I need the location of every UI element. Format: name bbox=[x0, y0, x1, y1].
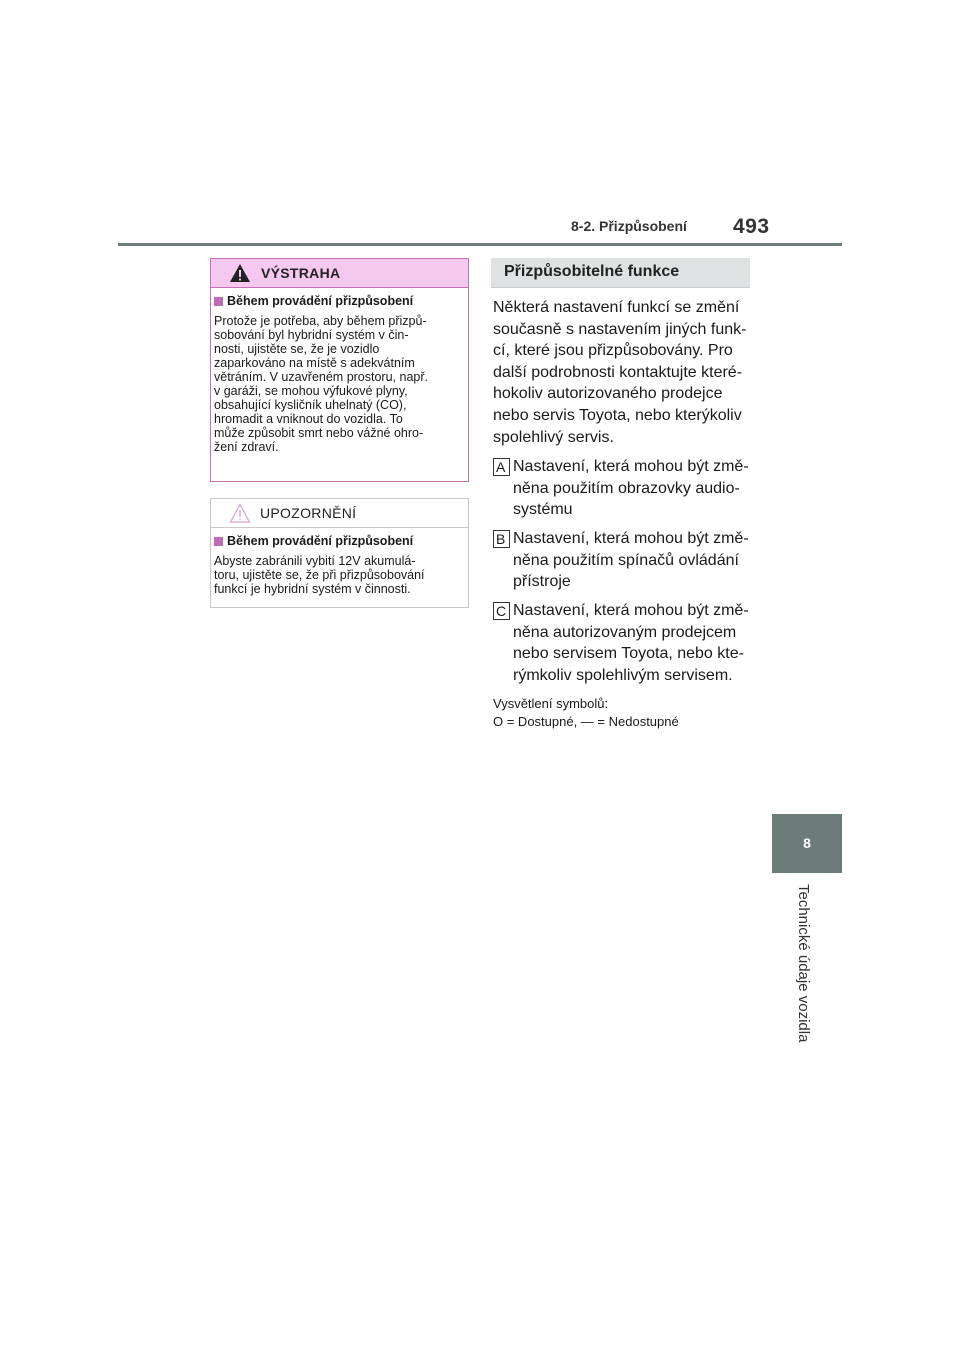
square-bullet-icon bbox=[214, 537, 223, 546]
intro-line: Některá nastavení funkcí se změní bbox=[493, 299, 740, 316]
intro-line: nebo servis Toyota, nebo kterýkoliv bbox=[493, 406, 742, 424]
intro-line: hokoliv autorizovaného prodejce bbox=[493, 385, 723, 403]
intro-line: současně s nastavením jiných funk- bbox=[493, 320, 747, 338]
symbol-legend bbox=[493, 695, 679, 731]
page-number: 493 bbox=[733, 215, 770, 238]
item-line: Nastavení, která mohou být změ- bbox=[513, 530, 749, 547]
item-line: nebo servisem Toyota, nebo kte- bbox=[513, 645, 744, 663]
warning-line: může způsobit smrt nebo vážné ohro- bbox=[214, 426, 424, 440]
caution-subtitle-text: Během provádění přizpůsobení bbox=[227, 534, 414, 548]
caution-box bbox=[210, 498, 469, 608]
section-title: Přizpůsobitelné funkce bbox=[491, 258, 750, 288]
caution-line: toru, ujistěte se, že při přizpůsobování bbox=[214, 568, 425, 582]
warning-line: hromadit a vniknout do vozidla. To bbox=[214, 412, 403, 426]
item-line: něna použitím obrazovky audio- bbox=[513, 479, 740, 497]
warning-line: zaparkováno na místě s adekvátním bbox=[214, 356, 415, 370]
square-bullet-icon bbox=[214, 297, 223, 306]
badge-c: C bbox=[493, 602, 510, 620]
warning-line: sobování byl hybridní systém v čin- bbox=[214, 328, 409, 342]
item-line: přístroje bbox=[513, 573, 571, 591]
warning-subtitle-text: Během provádění přizpůsobení bbox=[227, 294, 414, 308]
legend-text: O = Dostupné, — = Nedostupné bbox=[493, 714, 679, 729]
section-heading: 8-2. Přizpůsobení bbox=[571, 218, 687, 234]
warning-title: VÝSTRAHA bbox=[261, 265, 341, 281]
warning-line: Protože je potřeba, aby během přizpů- bbox=[214, 314, 427, 328]
item-line: něna autorizovaným prodejcem bbox=[513, 623, 737, 641]
item-line: Nastavení, která mohou být změ- bbox=[513, 602, 749, 619]
caution-subtitle bbox=[214, 534, 468, 548]
intro-line: cí, které jsou přizpůsobovány. Pro bbox=[493, 342, 733, 360]
intro-line: další podrobnosti kontaktujte které- bbox=[493, 363, 743, 381]
chapter-label: Technické údaje vozidla bbox=[795, 884, 812, 1043]
item-line: Nastavení, která mohou být změ- bbox=[513, 458, 749, 475]
intro-line: spolehlivý servis. bbox=[493, 428, 614, 446]
caution-line: funkcí je hybridní systém v činnosti. bbox=[214, 582, 411, 596]
caution-line: Abyste zabránili vybití 12V akumulá- bbox=[214, 554, 416, 568]
warning-line: větráním. V uzavřeném prostoru, např. bbox=[214, 370, 428, 384]
warning-body bbox=[214, 314, 462, 454]
caution-header bbox=[211, 499, 468, 528]
warning-line: nosti, ujistěte se, že je vozidlo bbox=[214, 342, 380, 356]
item-line: systému bbox=[513, 501, 573, 519]
warning-header bbox=[211, 259, 468, 288]
warning-box bbox=[210, 258, 469, 482]
caution-title: UPOZORNĚNÍ bbox=[260, 505, 357, 521]
warning-line: obsahující kysličník uhelnatý (CO), bbox=[214, 398, 407, 412]
caution-body bbox=[214, 554, 462, 596]
legend-title: Vysvětlení symbolů: bbox=[493, 696, 609, 711]
chapter-tab: 8 bbox=[772, 814, 842, 873]
warning-triangle-icon bbox=[229, 263, 251, 283]
caution-triangle-icon bbox=[229, 503, 251, 523]
badge-a: A bbox=[493, 458, 510, 476]
intro-paragraph bbox=[493, 297, 746, 448]
warning-subtitle bbox=[214, 294, 468, 308]
header-divider bbox=[118, 243, 842, 246]
item-line: něna použitím spínačů ovládání bbox=[513, 551, 739, 569]
warning-line: v garáži, se mohou výfukové plyny, bbox=[214, 384, 408, 398]
badge-b: B bbox=[493, 530, 510, 548]
warning-line: žení zdraví. bbox=[214, 440, 279, 454]
item-line: rýmkoliv spolehlivým servisem. bbox=[513, 666, 733, 684]
